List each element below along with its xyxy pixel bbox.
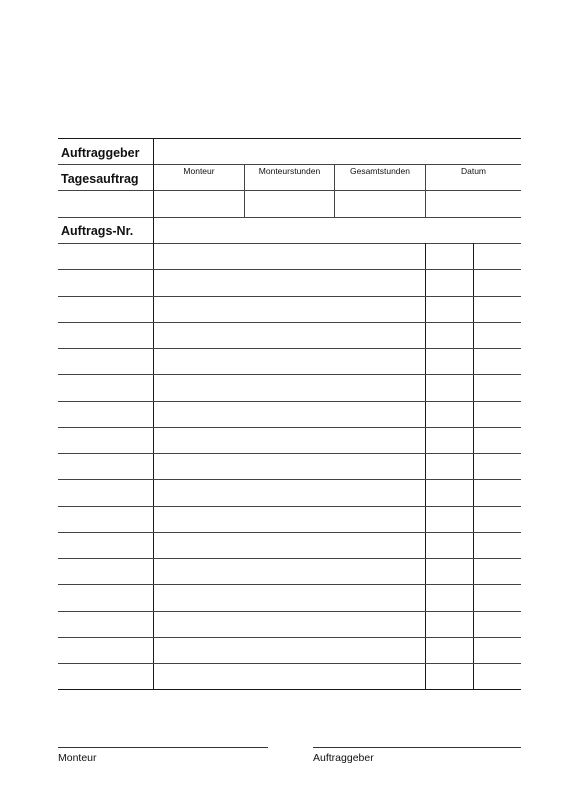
order-row-line [58,479,521,480]
label-column-divider [153,138,154,690]
auftraggeber-signature-line[interactable] [313,747,521,748]
order-row-line [58,532,521,533]
description-column-divider [425,243,426,690]
order-row-line [58,269,521,270]
hours-column-divider [473,243,474,690]
monteurstunden-column-header: Monteurstunden [258,166,321,176]
gesamtstunden-column-header: Gesamtstunden [349,166,410,176]
auftrags-nr-label: Auftrags-Nr. [61,224,134,238]
auftraggeber-signature-label: Auftraggeber [313,752,374,764]
order-row-line [58,689,521,690]
order-row-line [58,584,521,585]
order-row-line [58,453,521,454]
auftrags-nr-bottom-border [58,243,521,244]
order-row-line [58,506,521,507]
order-row-line [58,558,521,559]
tagesauftrag-label: Tagesauftrag [61,172,139,186]
order-row-line [58,663,521,664]
order-row-line [58,401,521,402]
monteur-signature-line[interactable] [58,747,268,748]
form-top-border [58,138,521,139]
tagesauftrag-bottom-border [58,217,521,218]
order-row-line [58,348,521,349]
column-header-divider [58,190,521,191]
order-row-line [58,374,521,375]
work-order-form [58,138,521,690]
monteur-column-header: Monteur [183,166,215,176]
order-row-line [58,296,521,297]
auftraggeber-label: Auftraggeber [61,146,140,160]
order-row-line [58,611,521,612]
datum-column-header: Datum [460,166,487,176]
order-row-line [58,322,521,323]
monteur-signature-label: Monteur [58,752,97,764]
order-row-line [58,637,521,638]
order-row-line [58,427,521,428]
header-divider [58,164,521,165]
